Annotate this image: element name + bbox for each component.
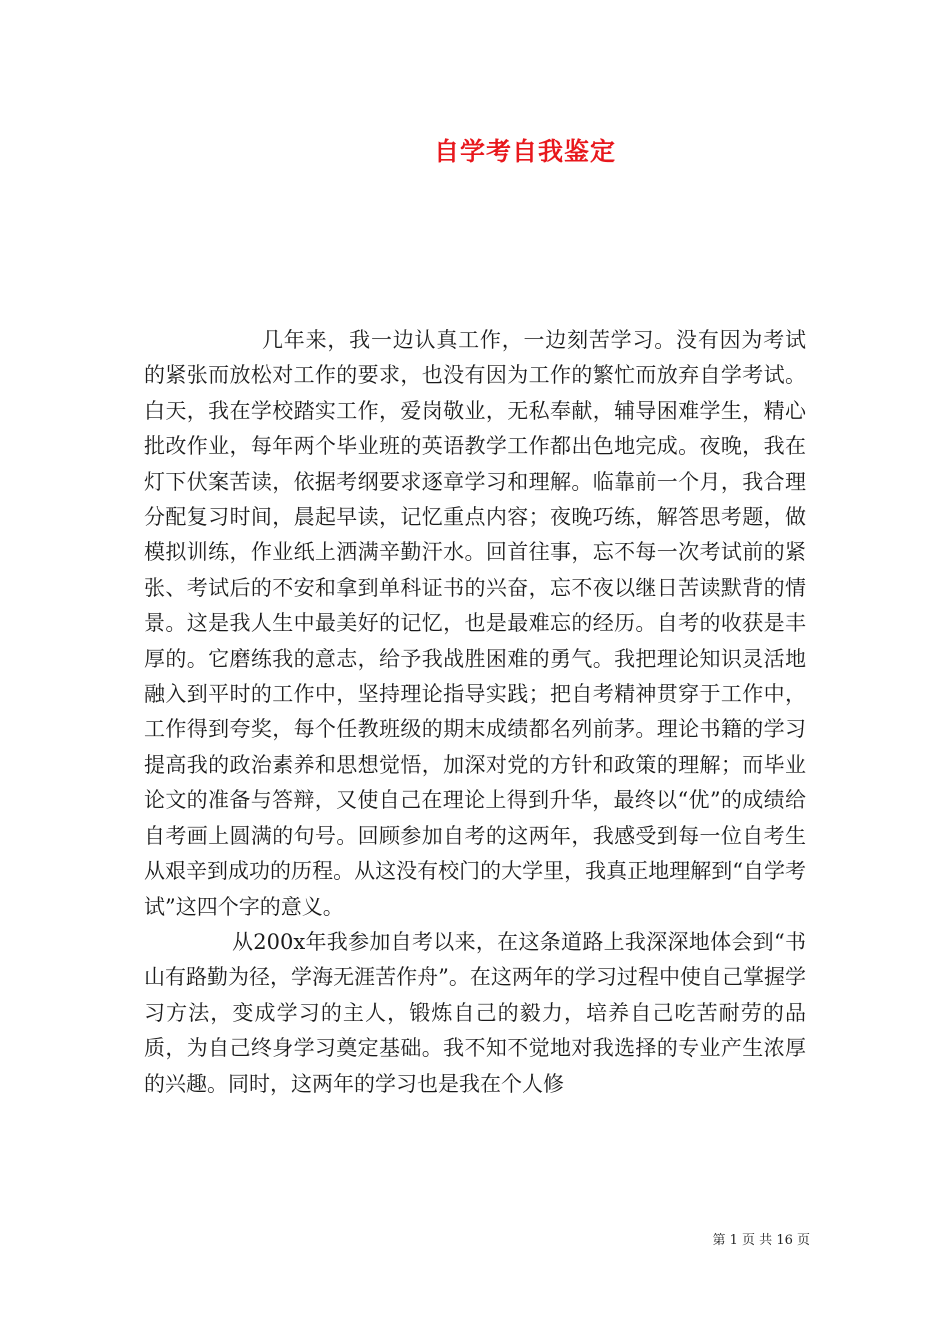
paragraph-1: 几年来，我一边认真工作，一边刻苦学习。没有因为考试的紧张而放松对工作的要求，也没有因为工作的繁忙而放弃自学考试。白天，我在学校踏实工作，爱岗敬业，无私奉献，辅导困难学生，精心批改作业，每年两个毕业班的英语教学工作都出色地完成。夜晚，我在灯下伏案苦读，依据考纲要求逐章学习和理解。临靠前一个月，我合理分配复习时间，晨起早读，记忆重点内容；夜晚巧练，解答思考题，做模拟训练，作业纸上洒满辛勤汗水。回首往事，忘不每一次考试前的紧张、考试后的不安和拿到单科证书的兴奋，忘不夜以继日苦读默背的情景。这是我人生中最美好的记忆，也是最难忘的经历。自考的收获是丰厚的。它磨练我的意志，给予我战胜困难的勇气。我把理论知识灵活地融入到平时的工作中，坚持理论指导实践；把自考精神贯穿于工作中，工作得到夸奖，每个任教班级的期末成绩都名列前茅。理论书籍的学习提高我的政治素养和思想觉悟，加深对党的方针和政策的理解；而毕业论文的准备与答辩，又使自己在理论上得到升华，最终以“优”的成绩给自考画上圆满的句号。回顾参加自考的这两年，我感受到每一位自考生从艰辛到成功的历程。从这没有校门的大学里，我真正地理解到“自学考试”这四个字的意义。: [144, 328, 806, 919]
document-title: 自学考自我鉴定: [433, 137, 616, 166]
page-footer: 第 1 页 共 16 页: [712, 1233, 810, 1248]
paragraph-2: 从200x年我参加自考以来，在这条道路上我深深地体会到“书山有路勤为径，学海无涯苦作舟”。在这两年的学习过程中使自己掌握学习方法，变成学习的主人，锻炼自己的毅力，培养自己吃苦耐劳的品质，为自己终身学习奠定基础。我不知不觉地对我选择的专业产生浓厚的兴趣。同时，这两年的学习也是我在个人修: [144, 929, 806, 1096]
document-body: [144, 323, 806, 1102]
